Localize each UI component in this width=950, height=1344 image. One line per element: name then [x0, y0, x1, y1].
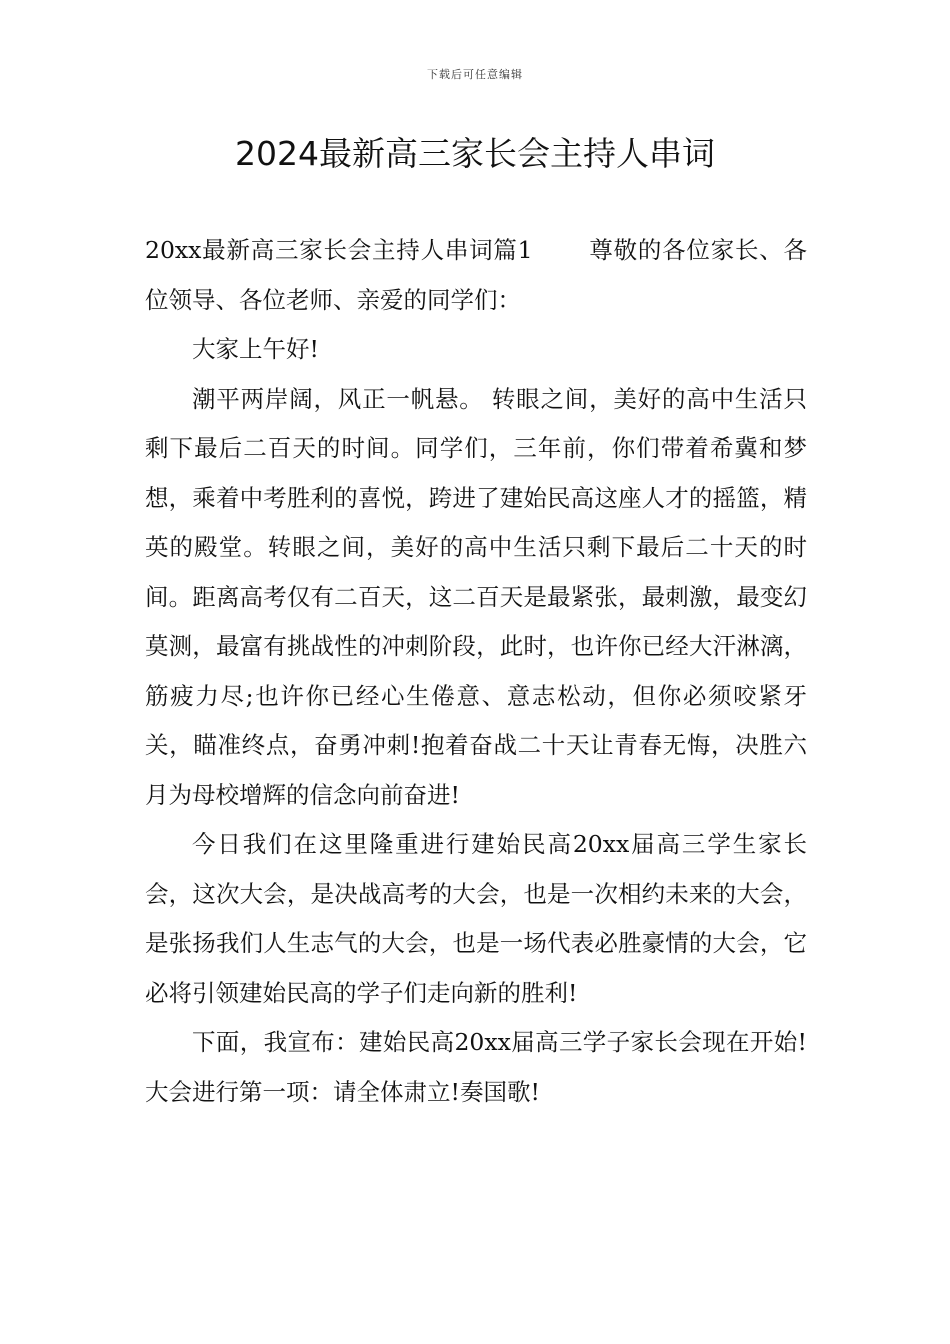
opening-paragraph: [145, 226, 807, 325]
salutation: 尊敬的各位家长、各位领导、各位老师、亲爱的同学们：: [145, 236, 807, 314]
document-title: 2024最新高三家长会主持人串词: [235, 134, 715, 173]
body-paragraph: 今日我们在这里隆重进行建始民高20xx届高三学生家长会，这次大会，是决战高考的大会，也是一次相约未来的大会，是张扬我们人生志气的大会，也是一场代表必胜豪情的大会，它必将引领建始民高的学子们走向新的胜利!: [145, 830, 807, 1007]
body-paragraph: 下面，我宣布：建始民高20xx届高三学子家长会现在开始! 大会进行第一项：请全体肃立!奏国歌!: [145, 1028, 807, 1106]
greeting-paragraph: 大家上午好!: [192, 335, 319, 363]
section-heading: 20xx最新高三家长会主持人串词篇1: [145, 236, 533, 264]
header-note: 下载后可任意编辑: [427, 68, 523, 81]
body-paragraph: 潮平两岸阔，风正一帆悬。 转眼之间，美好的高中生活只剩下最后二百天的时间。同学们，三年前，你们带着希冀和梦想，乘着中考胜利的喜悦，跨进了建始民高这座人才的摇篮，精英的殿堂。转眼之间，美好的高中生活只剩下最后二十天的时间。距离高考仅有二百天，这二百天是最紧张，最刺激，最变幻莫测，最富有挑战性的冲刺阶段，此时，也许你已经大汗淋漓，筋疲力尽;也许你已经心生倦意、意志松动，但你必须咬紧牙关，瞄准终点，奋勇冲刺!抱着奋战二十天让青春无悔，决胜六月为母校增辉的信念向前奋进!: [145, 384, 807, 809]
document-body: [145, 226, 807, 1117]
